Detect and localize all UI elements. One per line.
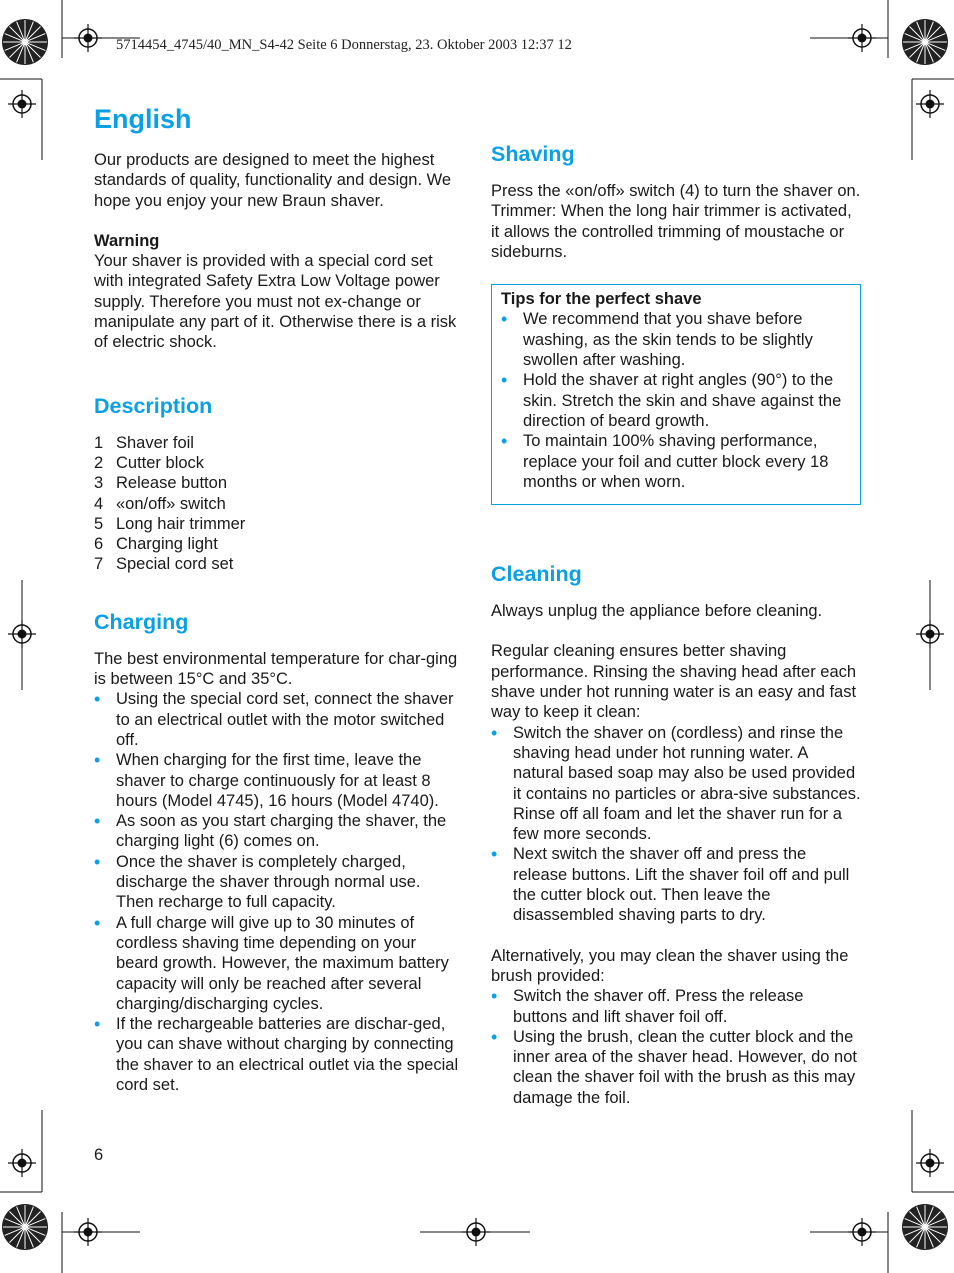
list-item: • Once the shaver is completely charged, discharge the shaver through normal use. Then recharge to full capacity. xyxy=(94,852,462,913)
page-number: 6 xyxy=(94,1146,104,1164)
warning-title: Warning xyxy=(94,231,160,250)
page-title: English xyxy=(94,104,192,134)
tips-list xyxy=(501,309,852,492)
description-item: 3 Release button xyxy=(94,474,227,493)
cleaning-list xyxy=(491,723,861,926)
charging-heading: Charging xyxy=(94,609,189,634)
registration-wheel-top-right xyxy=(902,19,948,65)
charging-list xyxy=(94,689,462,1095)
tips-box xyxy=(491,284,861,505)
cleaning-heading: Cleaning xyxy=(491,562,582,587)
list-item: • To maintain 100% shaving performance, replace your foil and cutter block every 18 months or when worn. xyxy=(501,431,852,492)
description-item: 2 Cutter block xyxy=(94,453,205,472)
list-item: • We recommend that you shave before washing, as the skin tends to be slightly swollen after washing. xyxy=(501,309,852,370)
description-list xyxy=(94,433,462,575)
registration-wheel-top-left xyxy=(2,19,48,65)
charging-intro: The best environmental temperature for char-ging is between 15°C and 35°C. xyxy=(94,649,458,689)
cleaning-text-regular: Regular cleaning ensures better shaving performance. Rinsing the shaving head after each shave under hot running water is an easy and fast way to keep it clean: xyxy=(491,642,857,722)
trimmer-text: Trimmer: When the long hair trimmer is activated, it allows the controlled trimming of moustache or sideburns. xyxy=(491,202,852,261)
registration-wheel-bottom-left xyxy=(2,1204,48,1250)
list-item: • Next switch the shaver off and press the release buttons. Lift the shaver foil off and pull the cutter block out. Then leave the disassembled shaving parts to dry. xyxy=(491,844,861,925)
description-item: 5 Long hair trimmer xyxy=(94,514,246,533)
cleaning-text-brush: Alternatively, you may clean the shaver using the brush provided: xyxy=(491,946,849,985)
list-item: • If the rechargeable batteries are dischar-ged, you can shave without charging by connecting the shaver to an electrical outlet via the special cord set. xyxy=(94,1014,462,1095)
list-item: • Using the special cord set, connect the shaver to an electrical outlet with the motor switched off. xyxy=(94,689,462,750)
description-item: 1 Shaver foil xyxy=(94,433,194,452)
list-item: • Switch the shaver on (cordless) and rinse the shaving head under hot running water. A natural based soap may also be used provided it contains no particles or abra-sive substances. Rinse off all foam and let the shaver run for a few more seconds. xyxy=(491,723,861,845)
list-item: • When charging for the first time, leave the shaver to charge continuously for at least 8 hours (Model 4745), 16 hours (Model 4740). xyxy=(94,750,462,811)
shaving-text: Press the «on/off» switch (4) to turn the shaver on. xyxy=(491,182,861,200)
warning-text: Your shaver is provided with a special cord set with integrated Safety Extra Low Voltage power supply. Therefore you must not ex-change or manipulate any part of it. Otherwise there is a risk of electric shock. xyxy=(94,252,457,352)
description-item: 6 Charging light xyxy=(94,535,218,554)
right-column xyxy=(491,137,861,1108)
cleaning-text-unplug: Always unplug the appliance before cleaning. xyxy=(491,602,823,621)
tips-title: Tips for the perfect shave xyxy=(501,290,702,309)
print-header-line: 5714454_4745/40_MN_S4-42 Seite 6 Donnerstag, 23. Oktober 2003 12:37 12 xyxy=(116,37,572,53)
list-item: • Hold the shaver at right angles (90°) to the skin. Stretch the skin and shave against the direction of beard growth. xyxy=(501,370,852,431)
description-heading: Description xyxy=(94,393,213,418)
description-item: 7 Special cord set xyxy=(94,555,234,574)
list-item: • Using the brush, clean the cutter block and the inner area of the shaver head. However, do not clean the shaver foil with the brush as this may damage the foil. xyxy=(491,1027,861,1108)
list-item: • A full charge will give up to 30 minutes of cordless shaving time depending on your beard growth. However, the maximum battery capacity will only be reached after several charging/discharging cycles. xyxy=(94,913,462,1014)
registration-wheel-bottom-right xyxy=(902,1204,948,1250)
left-column xyxy=(94,100,462,1095)
description-item: 4 «on/off» switch xyxy=(94,494,226,513)
brush-list xyxy=(491,986,861,1108)
list-item: • Switch the shaver off. Press the release buttons and lift shaver foil off. xyxy=(491,986,861,1027)
intro-text: Our products are designed to meet the highest standards of quality, functionality and design. We hope you enjoy your new Braun shaver. xyxy=(94,151,452,210)
shaving-heading: Shaving xyxy=(491,142,575,166)
list-item: • As soon as you start charging the shaver, the charging light (6) comes on. xyxy=(94,811,462,852)
